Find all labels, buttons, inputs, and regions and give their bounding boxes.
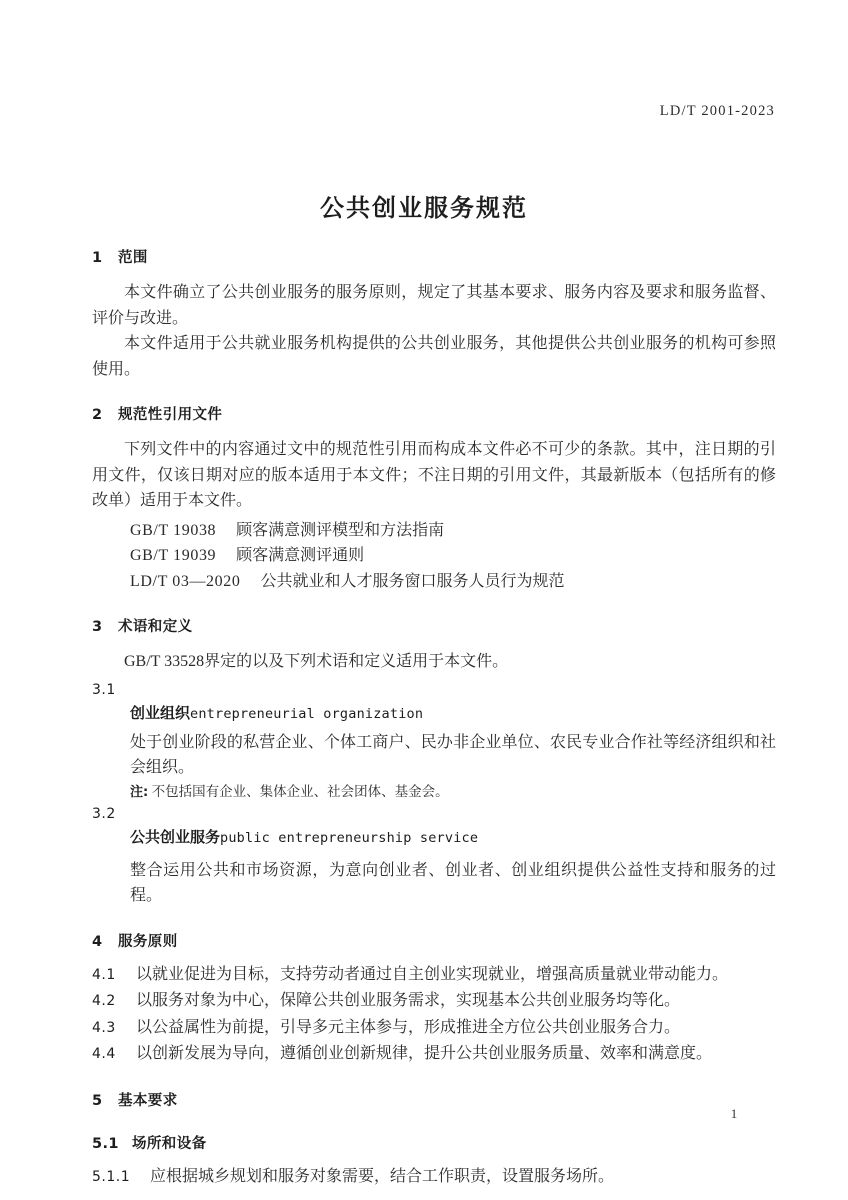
section-heading-principles	[92, 932, 776, 952]
section-heading-terms	[92, 617, 776, 637]
section-heading-scope	[92, 248, 776, 268]
running-header-standard-number: LD/T 2001-2023	[659, 103, 775, 119]
term-definition: 处于创业阶段的私营企业、个体工商户、民办非企业单位、农民专业合作社等经济组织和社会组织。	[130, 733, 776, 776]
term-note	[92, 781, 776, 803]
clause-text: 以公益属性为前提，引导多元主体参与，形成推进全方位公共创业服务合力。	[136, 1018, 681, 1036]
subsection-title: 场所和设备	[132, 1135, 207, 1152]
term-number: 3.2	[92, 805, 116, 822]
term-number: 3.1	[92, 681, 116, 698]
term-definition: 整合运用公共和市场资源，为意向创业者、创业者、创业组织提供公益性支持和服务的过程。	[130, 861, 776, 904]
reference-title: 顾客满意测评模型和方法指南	[236, 521, 445, 539]
section-title: 术语和定义	[118, 619, 193, 635]
clause-number: 4.1	[92, 966, 116, 983]
terms-intro: GB/T 33528界定的以及下列术语和定义适用于本文件。	[124, 653, 509, 670]
document-body	[92, 248, 776, 1190]
clause-number: 4.4	[92, 1046, 116, 1062]
subsection-heading-venue-equipment	[92, 1134, 776, 1154]
note-label: 注:	[130, 784, 149, 800]
reference-title: 顾客满意测评通则	[236, 547, 365, 564]
section-title: 规范性引用文件	[118, 407, 223, 423]
section-title: 服务原则	[118, 933, 178, 950]
clause-text: 以服务对象为中心，保障公共创业服务需求，实现基本公共创业服务均等化。	[136, 992, 681, 1009]
note-text: 不包括国有企业、集体企业、社会团体、基金会。	[151, 783, 449, 799]
normative-reference-item	[92, 518, 776, 544]
requirement-clause	[92, 1164, 776, 1191]
document-title: 公共创业服务规范	[320, 194, 528, 223]
section-title: 基本要求	[118, 1092, 178, 1109]
clause-number: 5.1.1	[92, 1168, 131, 1185]
clause-text: 以创新发展为导向，遵循创业创新规律，提升公共创业服务质量、效率和满意度。	[136, 1045, 713, 1062]
subsection-number: 5.1	[92, 1135, 119, 1152]
reference-code: GB/T 19039	[130, 547, 217, 564]
section-heading-normative-references	[92, 405, 776, 425]
principle-clause	[92, 1015, 776, 1042]
term-entry	[92, 825, 776, 850]
reference-code: LD/T 03—2020	[130, 572, 241, 590]
clause-text: 以就业促进为目标，支持劳动者通过自主创业实现就业，增强高质量就业带动能力。	[136, 965, 729, 983]
normative-references-intro: 下列文件中的内容通过文中的规范性引用而构成本文件必不可少的条款。其中，注日期的引用文件，仅该日期对应的版本适用于本文件；不注日期的引用文件，其最新版本（包括所有的修改单）适用于本文件。	[92, 441, 776, 509]
section-number: 1	[92, 250, 103, 266]
principle-clause	[92, 1041, 776, 1068]
term-entry	[92, 701, 776, 726]
reference-code: GB/T 19038	[130, 521, 217, 539]
normative-reference-item	[92, 543, 776, 569]
term-chinese: 创业组织	[130, 703, 191, 722]
term-chinese: 公共创业服务	[130, 827, 221, 846]
term-english: entrepreneurial organization	[190, 705, 424, 722]
clause-text: 应根据城乡规划和服务对象需要，结合工作职责，设置服务场所。	[150, 1167, 615, 1185]
principle-clause	[92, 962, 776, 989]
section-number: 4	[92, 933, 103, 950]
page-number: 1	[730, 1106, 738, 1121]
section-number: 2	[92, 407, 103, 423]
scope-paragraph-1: 本文件确立了公共创业服务的服务原则，规定了其基本要求、服务内容及要求和服务监督、评价与改进。	[92, 284, 776, 327]
normative-reference-item	[92, 569, 776, 595]
clause-number: 4.3	[92, 1019, 116, 1036]
section-title: 范围	[118, 250, 148, 266]
term-english: public entrepreneurship service	[220, 829, 479, 846]
section-number: 5	[92, 1092, 103, 1109]
clause-number: 4.2	[92, 993, 116, 1009]
scope-paragraph-2: 本文件适用于公共就业服务机构提供的公共创业服务，其他提供公共创业服务的机构可参照使用。	[92, 335, 776, 378]
reference-title: 公共就业和人才服务窗口服务人员行为规范	[260, 572, 565, 590]
section-number: 3	[92, 619, 103, 635]
principle-clause	[92, 988, 776, 1015]
